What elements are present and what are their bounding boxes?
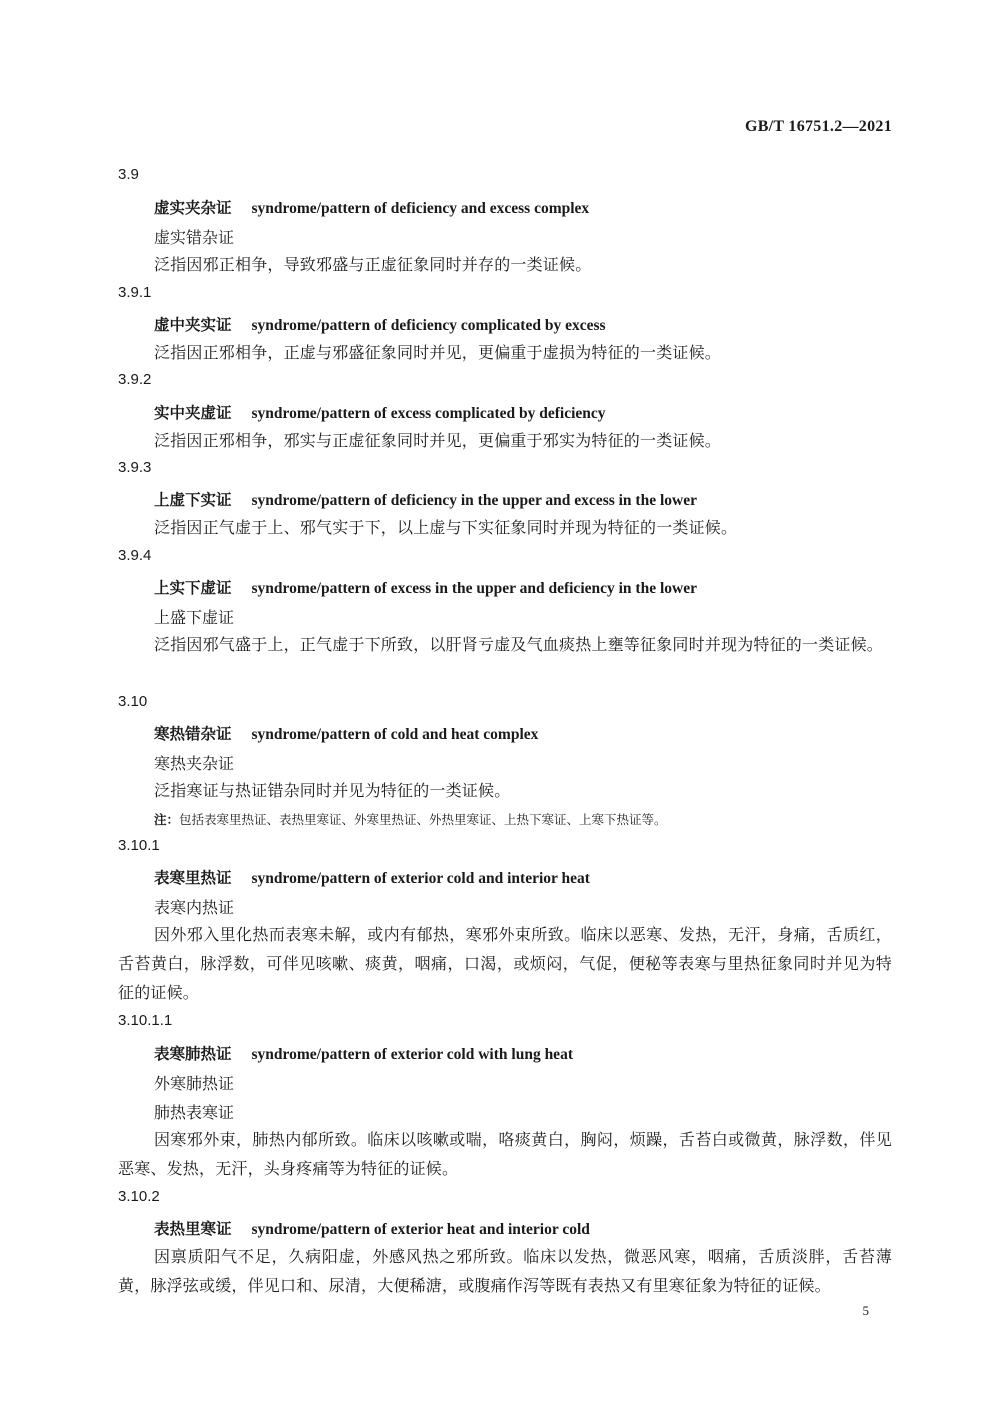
term-heading: [154, 401, 606, 423]
term-heading: [154, 576, 697, 598]
term-zh: 表寒里热证: [154, 869, 232, 887]
synonym: 表寒内热证: [154, 898, 235, 917]
note-text: 包括表寒里热证、表热里寒证、外寒里热证、外热里寒证、上热下寒证、上寒下热证等。: [179, 812, 667, 827]
term-en: syndrome/pattern of exterior cold with lung heat: [251, 1046, 573, 1063]
term-zh: 虚实夹杂证: [154, 199, 232, 217]
term-en: syndrome/pattern of deficiency and excess complex: [251, 200, 590, 217]
definition: 因外邪入里化热而表寒未解，或内有郁热，寒邪外束所致。临床以恶寒、发热，无汗，身痛，舌质红，舌苔黄白，脉浮数，可伴见咳嗽、痰黄，咽痛，口渴，或烦闷，气促，便秘等表寒与里热征象同时并见为特征的证候。: [118, 925, 892, 1002]
clause-number: 3.10.1: [118, 837, 160, 854]
clause-number: 3.10.2: [118, 1188, 160, 1205]
term-zh: 虚中夹实证: [154, 316, 232, 334]
term-heading: [154, 1217, 590, 1239]
term-en: syndrome/pattern of deficiency in the upper and excess in the lower: [251, 492, 697, 509]
clause-number: 3.9.3: [118, 459, 152, 476]
note: [154, 810, 667, 828]
definition: 泛指因正邪相争，正虚与邪盛征象同时并见，更偏重于虚损为特征的一类证候。: [154, 343, 722, 362]
term-zh: 上实下虚证: [154, 579, 232, 597]
synonym: 肺热表寒证: [154, 1103, 235, 1122]
term-zh: 实中夹虚证: [154, 404, 232, 422]
term-zh: 寒热错杂证: [154, 725, 232, 743]
note-label: 注：: [154, 812, 180, 827]
definition: 因寒邪外束，肺热内郁所致。临床以咳嗽或喘，咯痰黄白，胸闷，烦躁，舌苔白或微黄，脉浮数，伴见恶寒、发热，无汗，头身疼痛等为特征的证候。: [118, 1130, 892, 1178]
term-en: syndrome/pattern of deficiency complicated by excess: [251, 317, 606, 334]
page-number: 5: [862, 1303, 869, 1318]
synonym: 上盛下虚证: [154, 608, 235, 627]
term-en: syndrome/pattern of exterior cold and interior heat: [251, 870, 590, 887]
clause-number: 3.10: [118, 693, 148, 710]
term-heading: [154, 313, 606, 335]
definition: 因禀质阳气不足，久病阳虚，外感风热之邪所致。临床以发热，微恶风寒，咽痛，舌质淡胖，舌苔薄黄，脉浮弦或缓，伴见口和、尿清，大便稀溏，或腹痛作泻等既有表热又有里寒征象为特征的证候。: [118, 1247, 892, 1295]
definition: 泛指因正邪相争，邪实与正虚征象同时并见，更偏重于邪实为特征的一类证候。: [154, 431, 722, 450]
term-en: syndrome/pattern of excess complicated by deficiency: [251, 405, 606, 422]
clause-number: 3.9.2: [118, 371, 152, 388]
synonym: 外寒肺热证: [154, 1074, 235, 1093]
term-en: syndrome/pattern of cold and heat complex: [251, 726, 539, 743]
clause-number: 3.9.4: [118, 547, 152, 564]
clause-number: 3.9: [118, 166, 139, 183]
synonym: 虚实错杂证: [154, 228, 235, 247]
document-id: GB/T 16751.2—2021: [744, 118, 892, 135]
definition: 泛指寒证与热证错杂同时并见为特征的一类证候。: [154, 781, 511, 800]
term-heading: [154, 196, 589, 218]
definition: 泛指因正气虚于上、邪气实于下，以上虚与下实征象同时并现为特征的一类证候。: [154, 518, 738, 537]
term-zh: 表热里寒证: [154, 1220, 232, 1238]
term-heading: [154, 488, 697, 510]
clause-number: 3.10.1.1: [118, 1012, 173, 1029]
term-zh: 上虚下实证: [154, 491, 232, 509]
clause-number: 3.9.1: [118, 284, 152, 301]
term-en: syndrome/pattern of excess in the upper and deficiency in the lower: [251, 580, 697, 597]
definition: 泛指因邪气盛于上，正气虚于下所致，以肝肾亏虚及气血痰热上壅等征象同时并现为特征的一类证候。: [154, 635, 884, 654]
term-heading: [154, 866, 590, 888]
synonym: 寒热夹杂证: [154, 754, 235, 773]
definition: 泛指因邪正相争，导致邪盛与正虚征象同时并存的一类证候。: [154, 255, 592, 274]
term-en: syndrome/pattern of exterior heat and interior cold: [251, 1221, 590, 1238]
term-zh: 表寒肺热证: [154, 1045, 232, 1063]
term-heading: [154, 1042, 573, 1064]
term-heading: [154, 722, 538, 744]
